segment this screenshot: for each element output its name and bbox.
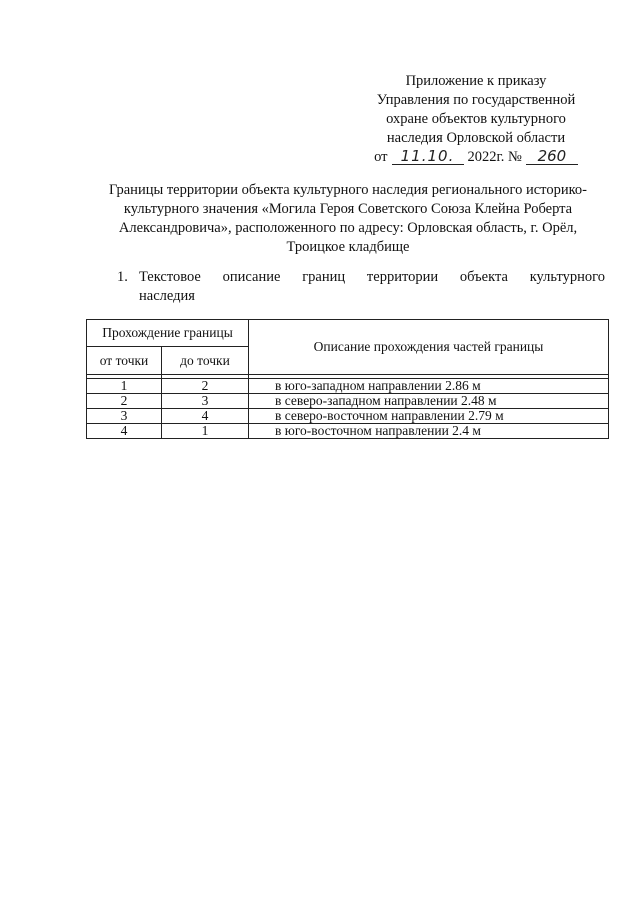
order-number-handwritten: 260 [526,148,578,165]
cell-to: 2 [162,379,249,394]
appendix-line: охране объектов культурного [386,111,566,127]
cell-description: в северо-западном направлении 2.48 м [249,394,609,409]
header-from-point: от точки [87,347,162,375]
section-word: территории [366,269,439,285]
table-row [87,394,609,409]
table-row [87,409,609,424]
cell-to: 4 [162,409,249,424]
section-number: 1. [117,269,128,285]
section-word: Текстовое [139,269,201,285]
header-boundary-group: Прохождение границы [87,320,249,347]
cell-description: в юго-западном направлении 2.86 м [249,379,609,394]
appendix-line: Управления по государственной [376,92,576,108]
appendix-line: Приложение к приказу [405,73,547,89]
title-line: культурного значения «Могила Героя Советского Союза Клейна Роберта [123,201,573,217]
section-word: культурного [529,269,605,285]
section-title-line2: наследия [139,288,195,304]
cell-description: в юго-восточном направлении 2.4 м [249,424,609,439]
section-word: описание [222,269,281,285]
table-row [87,424,609,439]
cell-to: 3 [162,394,249,409]
table-row [87,379,609,394]
cell-description: в северо-восточном направлении 2.79 м [249,409,609,424]
title-line: Александровича», расположенного по адресу: Орловская область, г. Орёл, [118,220,578,236]
order-date-handwritten: 11.10. [392,148,464,165]
header-description: Описание прохождения частей границы [249,320,609,375]
order-prefix: от [374,149,388,165]
order-reference [352,148,600,167]
section-title-line1 [139,268,605,287]
header-to-point: до точки [162,347,249,375]
section-word: объекта [459,269,508,285]
cell-from: 3 [87,409,162,424]
order-year: 2022г. № [467,149,522,165]
title-line: Троицкое кладбище [286,239,410,255]
cell-to: 1 [162,424,249,439]
title-line: Границы территории объекта культурного наследия регионального историко- [109,182,587,198]
cell-from: 4 [87,424,162,439]
table-header-row [87,320,609,347]
boundary-table [86,319,609,439]
section-word: границ [302,269,346,285]
section-heading [117,268,605,306]
cell-from: 1 [87,379,162,394]
appendix-line: наследия Орловской области [386,130,566,146]
document-title [88,181,608,257]
cell-from: 2 [87,394,162,409]
appendix-header [352,72,600,167]
